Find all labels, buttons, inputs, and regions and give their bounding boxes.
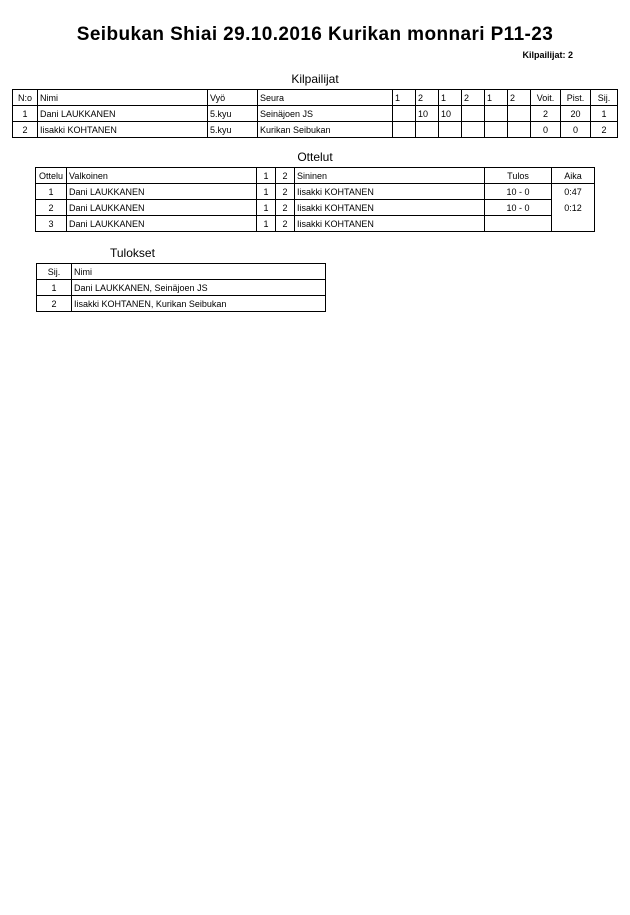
column-header-rank: Sij.: [591, 90, 618, 106]
cell-name: Dani LAUKKANEN: [38, 106, 208, 122]
document-page: [0, 24, 630, 915]
column-header-white: Valkoinen: [67, 168, 257, 184]
table-row: [37, 296, 326, 312]
cell-s1: 1: [257, 216, 276, 232]
cell-rank: 1: [37, 280, 72, 296]
competitor-count: Kilpailijat: 2: [522, 50, 573, 60]
cell-points: 0: [561, 122, 591, 138]
cell-match-no: 2: [36, 200, 67, 216]
cell-wins: 2: [531, 106, 561, 122]
cell-rank: 1: [591, 106, 618, 122]
column-header-name: Nimi: [38, 90, 208, 106]
cell-score-3: [439, 122, 462, 138]
cell-result: [485, 216, 552, 232]
cell-score-4: [462, 122, 485, 138]
column-header-m6: 2: [508, 90, 531, 106]
cell-s1: 1: [257, 200, 276, 216]
cell-white: Dani LAUKKANEN: [67, 184, 257, 200]
column-header-club: Seura: [258, 90, 393, 106]
column-header-result: Tulos: [485, 168, 552, 184]
cell-score-6: [508, 122, 531, 138]
column-header-m4: 2: [462, 90, 485, 106]
column-header-s1: 1: [257, 168, 276, 184]
cell-match-no: 3: [36, 216, 67, 232]
column-header-blue: Sininen: [295, 168, 485, 184]
cell-s2: 2: [276, 216, 295, 232]
cell-blue: Iisakki KOHTANEN: [295, 184, 485, 200]
column-header-s2: 2: [276, 168, 295, 184]
column-header-belt: Vyö: [208, 90, 258, 106]
cell-score-5: [485, 122, 508, 138]
matches-table: [35, 167, 595, 232]
matches-section-title: Ottelut: [297, 150, 333, 164]
table-row: [13, 122, 618, 138]
cell-name: Dani LAUKKANEN, Seinäjoen JS: [72, 280, 326, 296]
column-header-m2: 2: [416, 90, 439, 106]
cell-white: Dani LAUKKANEN: [67, 200, 257, 216]
column-header-rank: Sij.: [37, 264, 72, 280]
table-header-row: [37, 264, 326, 280]
cell-blue: Iisakki KOHTANEN: [295, 200, 485, 216]
cell-match-no: 1: [36, 184, 67, 200]
cell-score-4: [462, 106, 485, 122]
cell-club: Kurikan Seibukan: [258, 122, 393, 138]
cell-score-2: [416, 122, 439, 138]
cell-points: 20: [561, 106, 591, 122]
cell-s1: 1: [257, 184, 276, 200]
cell-belt: 5.kyu: [208, 122, 258, 138]
table-header-row: [13, 90, 618, 106]
competitors-table: [12, 89, 618, 138]
column-header-no: N:o: [13, 90, 38, 106]
cell-club: Seinäjoen JS: [258, 106, 393, 122]
cell-s2: 2: [276, 200, 295, 216]
column-header-wins: Voit.: [531, 90, 561, 106]
cell-time: [552, 216, 595, 232]
cell-score-6: [508, 106, 531, 122]
cell-rank: 2: [591, 122, 618, 138]
cell-score-2: 10: [416, 106, 439, 122]
table-header-row: [36, 168, 595, 184]
column-header-m3: 1: [439, 90, 462, 106]
cell-time: 0:12: [552, 200, 595, 216]
table-row: [37, 280, 326, 296]
column-header-m1: 1: [393, 90, 416, 106]
cell-no: 1: [13, 106, 38, 122]
cell-score-3: 10: [439, 106, 462, 122]
results-section-title: Tulokset: [110, 246, 155, 260]
results-table: [36, 263, 326, 312]
table-row: [36, 184, 595, 200]
table-row: [13, 106, 618, 122]
table-row: [36, 216, 595, 232]
cell-result: 10 - 0: [485, 184, 552, 200]
cell-no: 2: [13, 122, 38, 138]
cell-time: 0:47: [552, 184, 595, 200]
cell-score-5: [485, 106, 508, 122]
page-title: Seibukan Shiai 29.10.2016 Kurikan monnari P11-23: [76, 24, 554, 45]
cell-result: 10 - 0: [485, 200, 552, 216]
cell-wins: 0: [531, 122, 561, 138]
column-header-m5: 1: [485, 90, 508, 106]
cell-name: Iisakki KOHTANEN: [38, 122, 208, 138]
cell-name: Iisakki KOHTANEN, Kurikan Seibukan: [72, 296, 326, 312]
cell-white: Dani LAUKKANEN: [67, 216, 257, 232]
cell-score-1: [393, 106, 416, 122]
column-header-time: Aika: [552, 168, 595, 184]
column-header-match-no: Ottelu: [36, 168, 67, 184]
cell-score-1: [393, 122, 416, 138]
competitors-section-title: Kilpailijat: [291, 72, 339, 86]
cell-s2: 2: [276, 184, 295, 200]
cell-belt: 5.kyu: [208, 106, 258, 122]
column-header-points: Pist.: [561, 90, 591, 106]
column-header-name: Nimi: [72, 264, 326, 280]
cell-blue: Iisakki KOHTANEN: [295, 216, 485, 232]
table-row: [36, 200, 595, 216]
cell-rank: 2: [37, 296, 72, 312]
